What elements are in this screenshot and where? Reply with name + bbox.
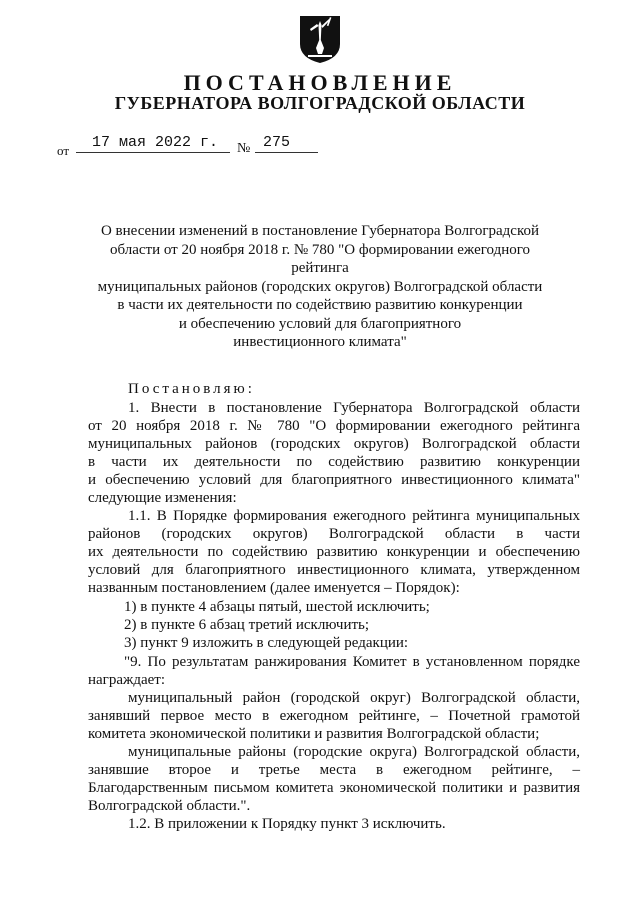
body-line: 1) в пункте 4 абзацы пятый, шестой исключить;	[124, 599, 430, 615]
coat-of-arms-icon	[298, 14, 342, 64]
body-line: награждает:	[88, 672, 166, 688]
date-value: 17 мая 2022 г.	[76, 135, 230, 153]
document-authority: ГУБЕРНАТОРА ВОЛГОГРАДСКОЙ ОБЛАСТИ	[114, 93, 526, 113]
body-line: Волгоградской области.".	[88, 798, 251, 814]
body-line: комитета экономической политики и развития Волгоградской области;	[88, 726, 540, 742]
body-line: Благодарственным письмом комитета экономической политики и развития	[88, 780, 580, 796]
subject-line: муниципальных районов (городских округов) Волгоградской области	[97, 278, 543, 295]
body-line: 1. Внести в постановление Губернатора Волгоградской области	[128, 400, 580, 416]
subject-line: и обеспечению условий для благоприятного	[178, 315, 462, 332]
body-line: от 20 ноября 2018 г. № 780 "О формировании ежегодного рейтинга	[88, 418, 580, 434]
body-line: 1.1. В Порядке формирования ежегодного рейтинга муниципальных	[128, 508, 580, 524]
body-line: 1.2. В приложении к Порядку пункт 3 исключить.	[128, 816, 446, 832]
body-line: муниципальный район (городской округ) Волгоградской области,	[128, 690, 580, 706]
document-title: ПОСТАНОВЛЕНИЕ	[183, 70, 457, 95]
body-line: занявшие второе и третье места в ежегодном рейтинге, –	[88, 762, 580, 778]
body-line: 3) пункт 9 изложить в следующей редакции:	[124, 635, 409, 651]
document-subject	[80, 222, 560, 352]
body-line: занявший первое место в ежегодном рейтинге, – Почетной грамотой	[88, 708, 580, 724]
number-value: 275	[255, 135, 318, 153]
body-line: районов (городских округов) Волгоградской области в части	[88, 526, 580, 542]
body-line: условий для благоприятного инвестиционного климата, утвержденном	[88, 562, 580, 578]
body-line: следующие изменения:	[88, 490, 237, 506]
subject-line: инвестиционного климата"	[233, 334, 407, 350]
body-line: "9. По результатам ранжирования Комитет в установленном порядке	[124, 654, 580, 670]
body-line: муниципальные районы (городские округа) Волгоградской области,	[128, 744, 580, 760]
subject-line: в части их деятельности по содействию развитию конкуренции	[117, 297, 523, 313]
body-line: их деятельности по содействию развитию конкуренции и обеспечению	[88, 544, 580, 560]
body-line: в части их деятельности по содействию развитию конкуренции	[88, 454, 580, 470]
body-line: названным постановлением (далее именуется – Порядок):	[88, 580, 460, 596]
coat-of-arms-emblem	[298, 14, 342, 64]
subject-line: О внесении изменений в постановление Губернатора Волгоградской	[100, 223, 540, 239]
body-line: муниципальных районов (городских округов) Волгоградской области	[88, 436, 580, 452]
body-line: 2) в пункте 6 абзац третий исключить;	[124, 617, 370, 633]
number-label: №	[237, 141, 251, 156]
body-line: и обеспечению условий для благоприятного инвестиционного климата"	[88, 472, 580, 488]
date-label: от	[57, 143, 70, 158]
body-line: Постановляю:	[128, 381, 255, 397]
subject-line: области от 20 ноября 2018 г. № 780 "О формировании ежегодного рейтинга	[109, 241, 531, 276]
